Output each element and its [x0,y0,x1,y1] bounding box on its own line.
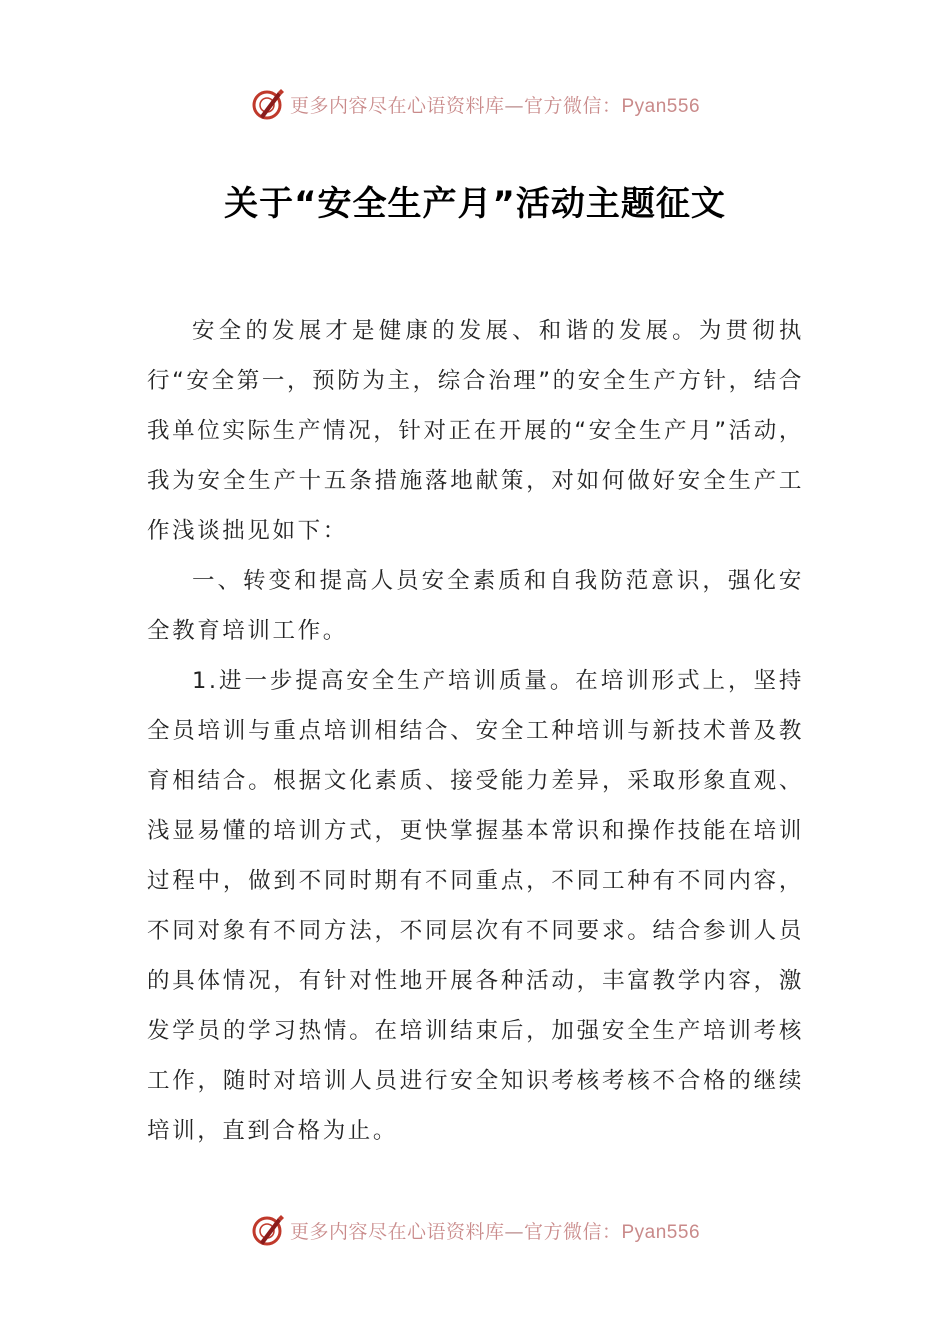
document-title: 关于“安全生产月”活动主题征文 [224,184,726,224]
watermark-wechat-label: 官方微信： [523,94,622,117]
paragraph-intro: 安全的发展才是健康的发展、和谐的发展。为贯彻执行“安全第一，预防为主，综合治理”的安全生产方针，结合我单位实际生产情况，针对正在开展的“安全生产月”活动，我为安全生产十五条措施落地献策，对如何做好安全生产工作浅谈拙见如下： [147,318,804,544]
watermark-wechat-label: 官方微信： [523,1220,622,1243]
pen-seal-logo-icon [250,86,286,122]
watermark-separator: — [504,1220,524,1243]
watermark-separator: — [504,94,524,117]
watermark-text: 更多内容尽在心语资料库 [289,1220,505,1243]
watermark-text: 更多内容尽在心语资料库 [289,94,505,117]
pen-seal-logo-icon [250,1212,286,1248]
footer-watermark-banner [0,1210,950,1250]
paragraph-section-heading: 一、转变和提高人员安全素质和自我防范意识，强化安全教育培训工作。 [147,568,804,644]
watermark-wechat-id: Pyan556 [621,1221,701,1243]
watermark-wechat-id: Pyan556 [621,95,701,117]
paragraph-item-1: 1.进一步提高安全生产培训质量。在培训形式上，坚持全员培训与重点培训相结合、安全工种培训与新技术普及教育相结合。根据文化素质、接受能力差异，采取形象直观、浅显易懂的培训方式，更快掌握基本常识和操作技能在培训过程中，做到不同时期有不同重点，不同工种有不同内容，不同对象有不同方法，不同层次有不同要求。结合参训人员的具体情况，有针对性地开展各种活动，丰富教学内容，激发学员的学习热情。在培训结束后，加强安全生产培训考核工作，随时对培训人员进行安全知识考核考核不合格的继续培训，直到合格为止。 [147,668,804,1144]
header-watermark-banner [0,84,950,124]
document-body [147,306,804,1156]
